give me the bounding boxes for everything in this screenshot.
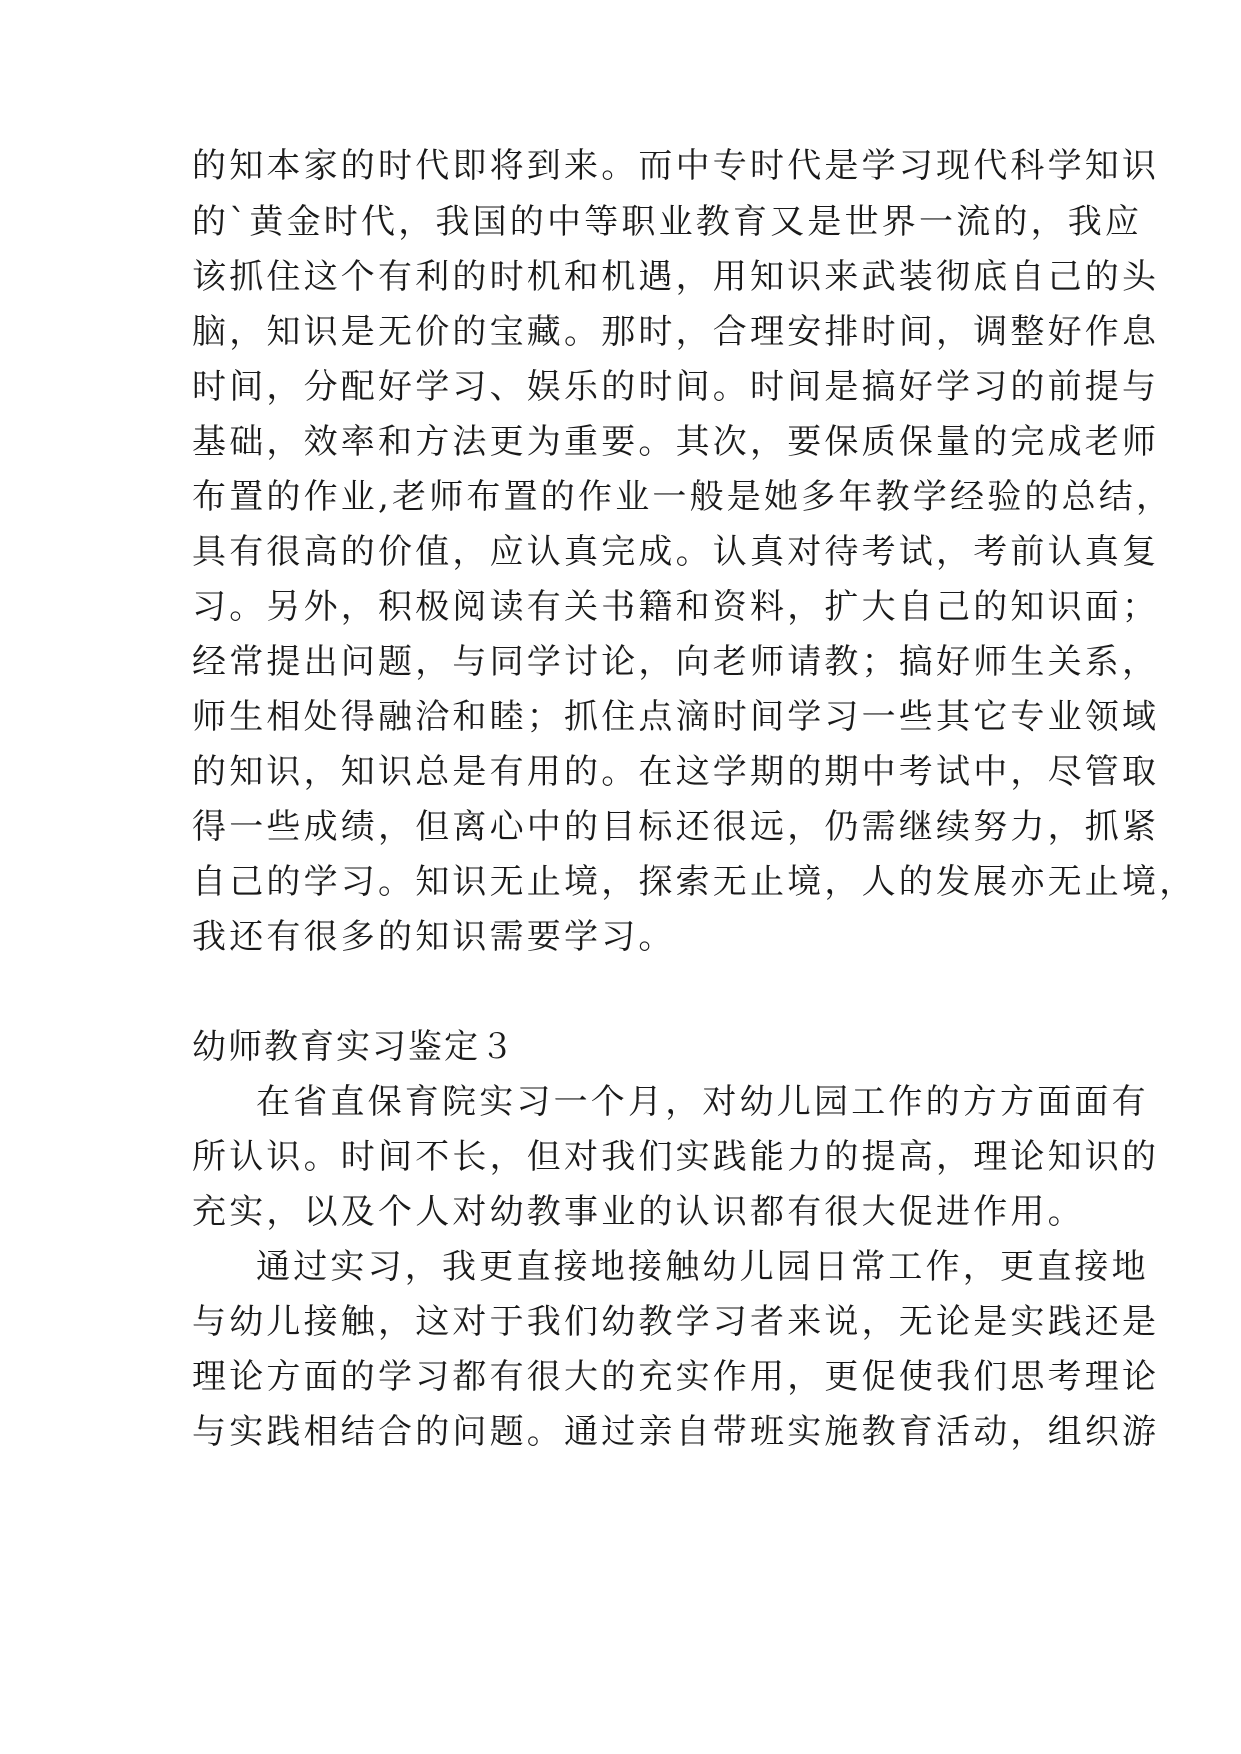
text-line: 布置的作业,老师布置的作业一般是她多年教学经验的总结，	[192, 477, 1174, 517]
section-heading: 幼师教育实习鉴定３	[192, 1027, 516, 1067]
text-line: 具有很高的价值，应认真完成。认真对待考试，考前认真复	[192, 532, 1160, 572]
text-line: 得一些成绩，但离心中的目标还很远，仍需继续努力，抓紧	[192, 807, 1160, 847]
text-line: 的知本家的时代即将到来。而中专时代是学习现代科学知识	[192, 146, 1160, 186]
text-line: 理论方面的学习都有很大的充实作用，更促使我们思考理论	[192, 1357, 1160, 1397]
text-line: 师生相处得融洽和睦；抓住点滴时间学习一些其它专业领域	[192, 697, 1160, 737]
text-line: 基础，效率和方法更为重要。其次，要保质保量的完成老师	[192, 422, 1160, 462]
text-line: 时间，分配好学习、娱乐的时间。时间是搞好学习的前提与	[192, 367, 1160, 407]
text-line: 的`黄金时代，我国的中等职业教育又是世界一流的，我应	[192, 202, 1143, 242]
text-line: 在省直保育院实习一个月，对幼儿园工作的方方面面有	[256, 1082, 1149, 1122]
text-line: 经常提出问题，与同学讨论，向老师请教；搞好师生关系，	[192, 642, 1160, 682]
text-line: 的知识，知识总是有用的。在这学期的期中考试中，尽管取	[192, 752, 1160, 792]
text-line: 与幼儿接触，这对于我们幼教学习者来说，无论是实践还是	[192, 1302, 1160, 1342]
text-line: 与实践相结合的问题。通过亲自带班实施教育活动，组织游	[192, 1412, 1160, 1452]
text-line: 自己的学习。知识无止境，探索无止境，人的发展亦无止境，	[192, 862, 1197, 902]
text-line: 脑，知识是无价的宝藏。那时，合理安排时间，调整好作息	[192, 312, 1160, 352]
text-line: 习。另外，积极阅读有关书籍和资料，扩大自己的知识面；	[192, 587, 1160, 627]
text-line: 我还有很多的知识需要学习。	[192, 917, 676, 957]
text-line: 充实，以及个人对幼教事业的认识都有很大促进作用。	[192, 1192, 1085, 1232]
text-line: 所认识。时间不长，但对我们实践能力的提高，理论知识的	[192, 1137, 1160, 1177]
text-line: 通过实习，我更直接地接触幼儿园日常工作，更直接地	[256, 1247, 1149, 1287]
text-line: 该抓住这个有利的时机和机遇，用知识来武装彻底自己的头	[192, 257, 1160, 297]
